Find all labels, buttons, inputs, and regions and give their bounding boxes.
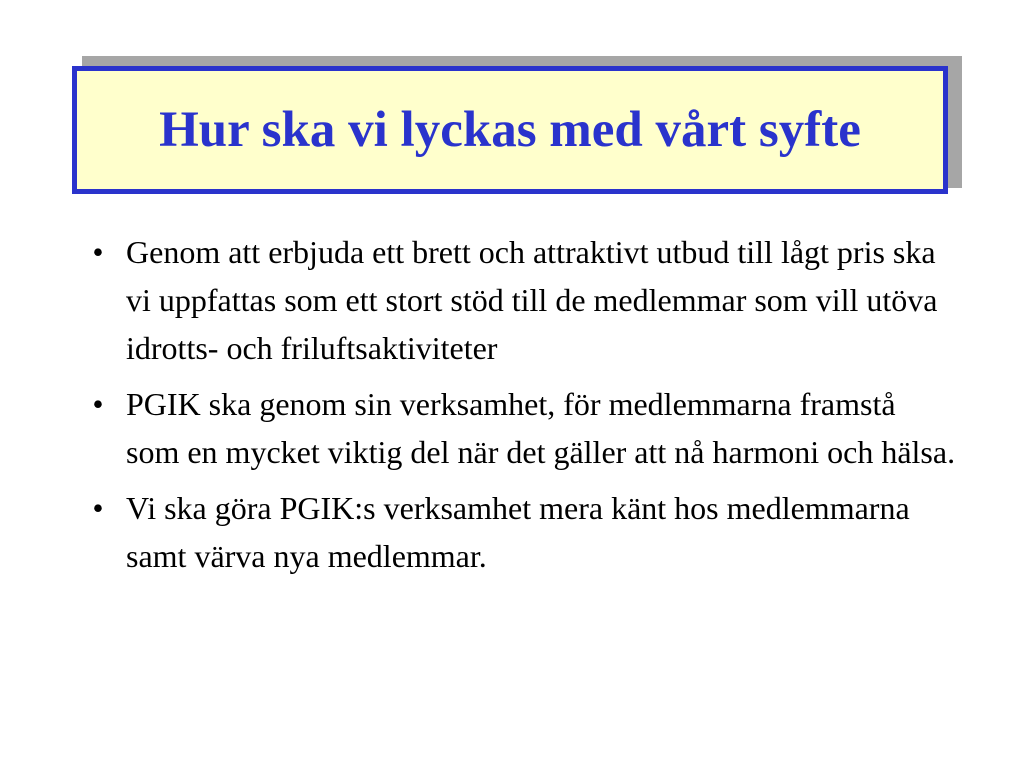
bullet-list — [86, 228, 956, 588]
bullet-icon: • — [92, 386, 104, 422]
bullet-text-2: PGIK ska genom sin verksamhet, för medlemmarna framstå som en mycket viktig del när det gäller att nå harmoni och hälsa. — [126, 386, 956, 470]
bullet-item-3 — [86, 484, 956, 580]
bullet-icon: • — [92, 234, 104, 270]
bullet-item-1 — [86, 228, 956, 372]
bullet-item-2 — [86, 380, 956, 476]
bullet-text-3: Vi ska göra PGIK:s verksamhet mera känt hos medlemmarna samt värva nya medlemmar. — [126, 490, 910, 574]
bullet-icon: • — [92, 490, 104, 526]
bullet-text-1: Genom att erbjuda ett brett och attraktivt utbud till lågt pris ska vi uppfattas som ett stort stöd till de medlemmar som vill utöva idrotts- och friluftsaktiviteter — [126, 234, 938, 366]
slide-title: Hur ska vi lyckas med vårt syfte — [159, 101, 861, 158]
title-box — [72, 66, 948, 194]
